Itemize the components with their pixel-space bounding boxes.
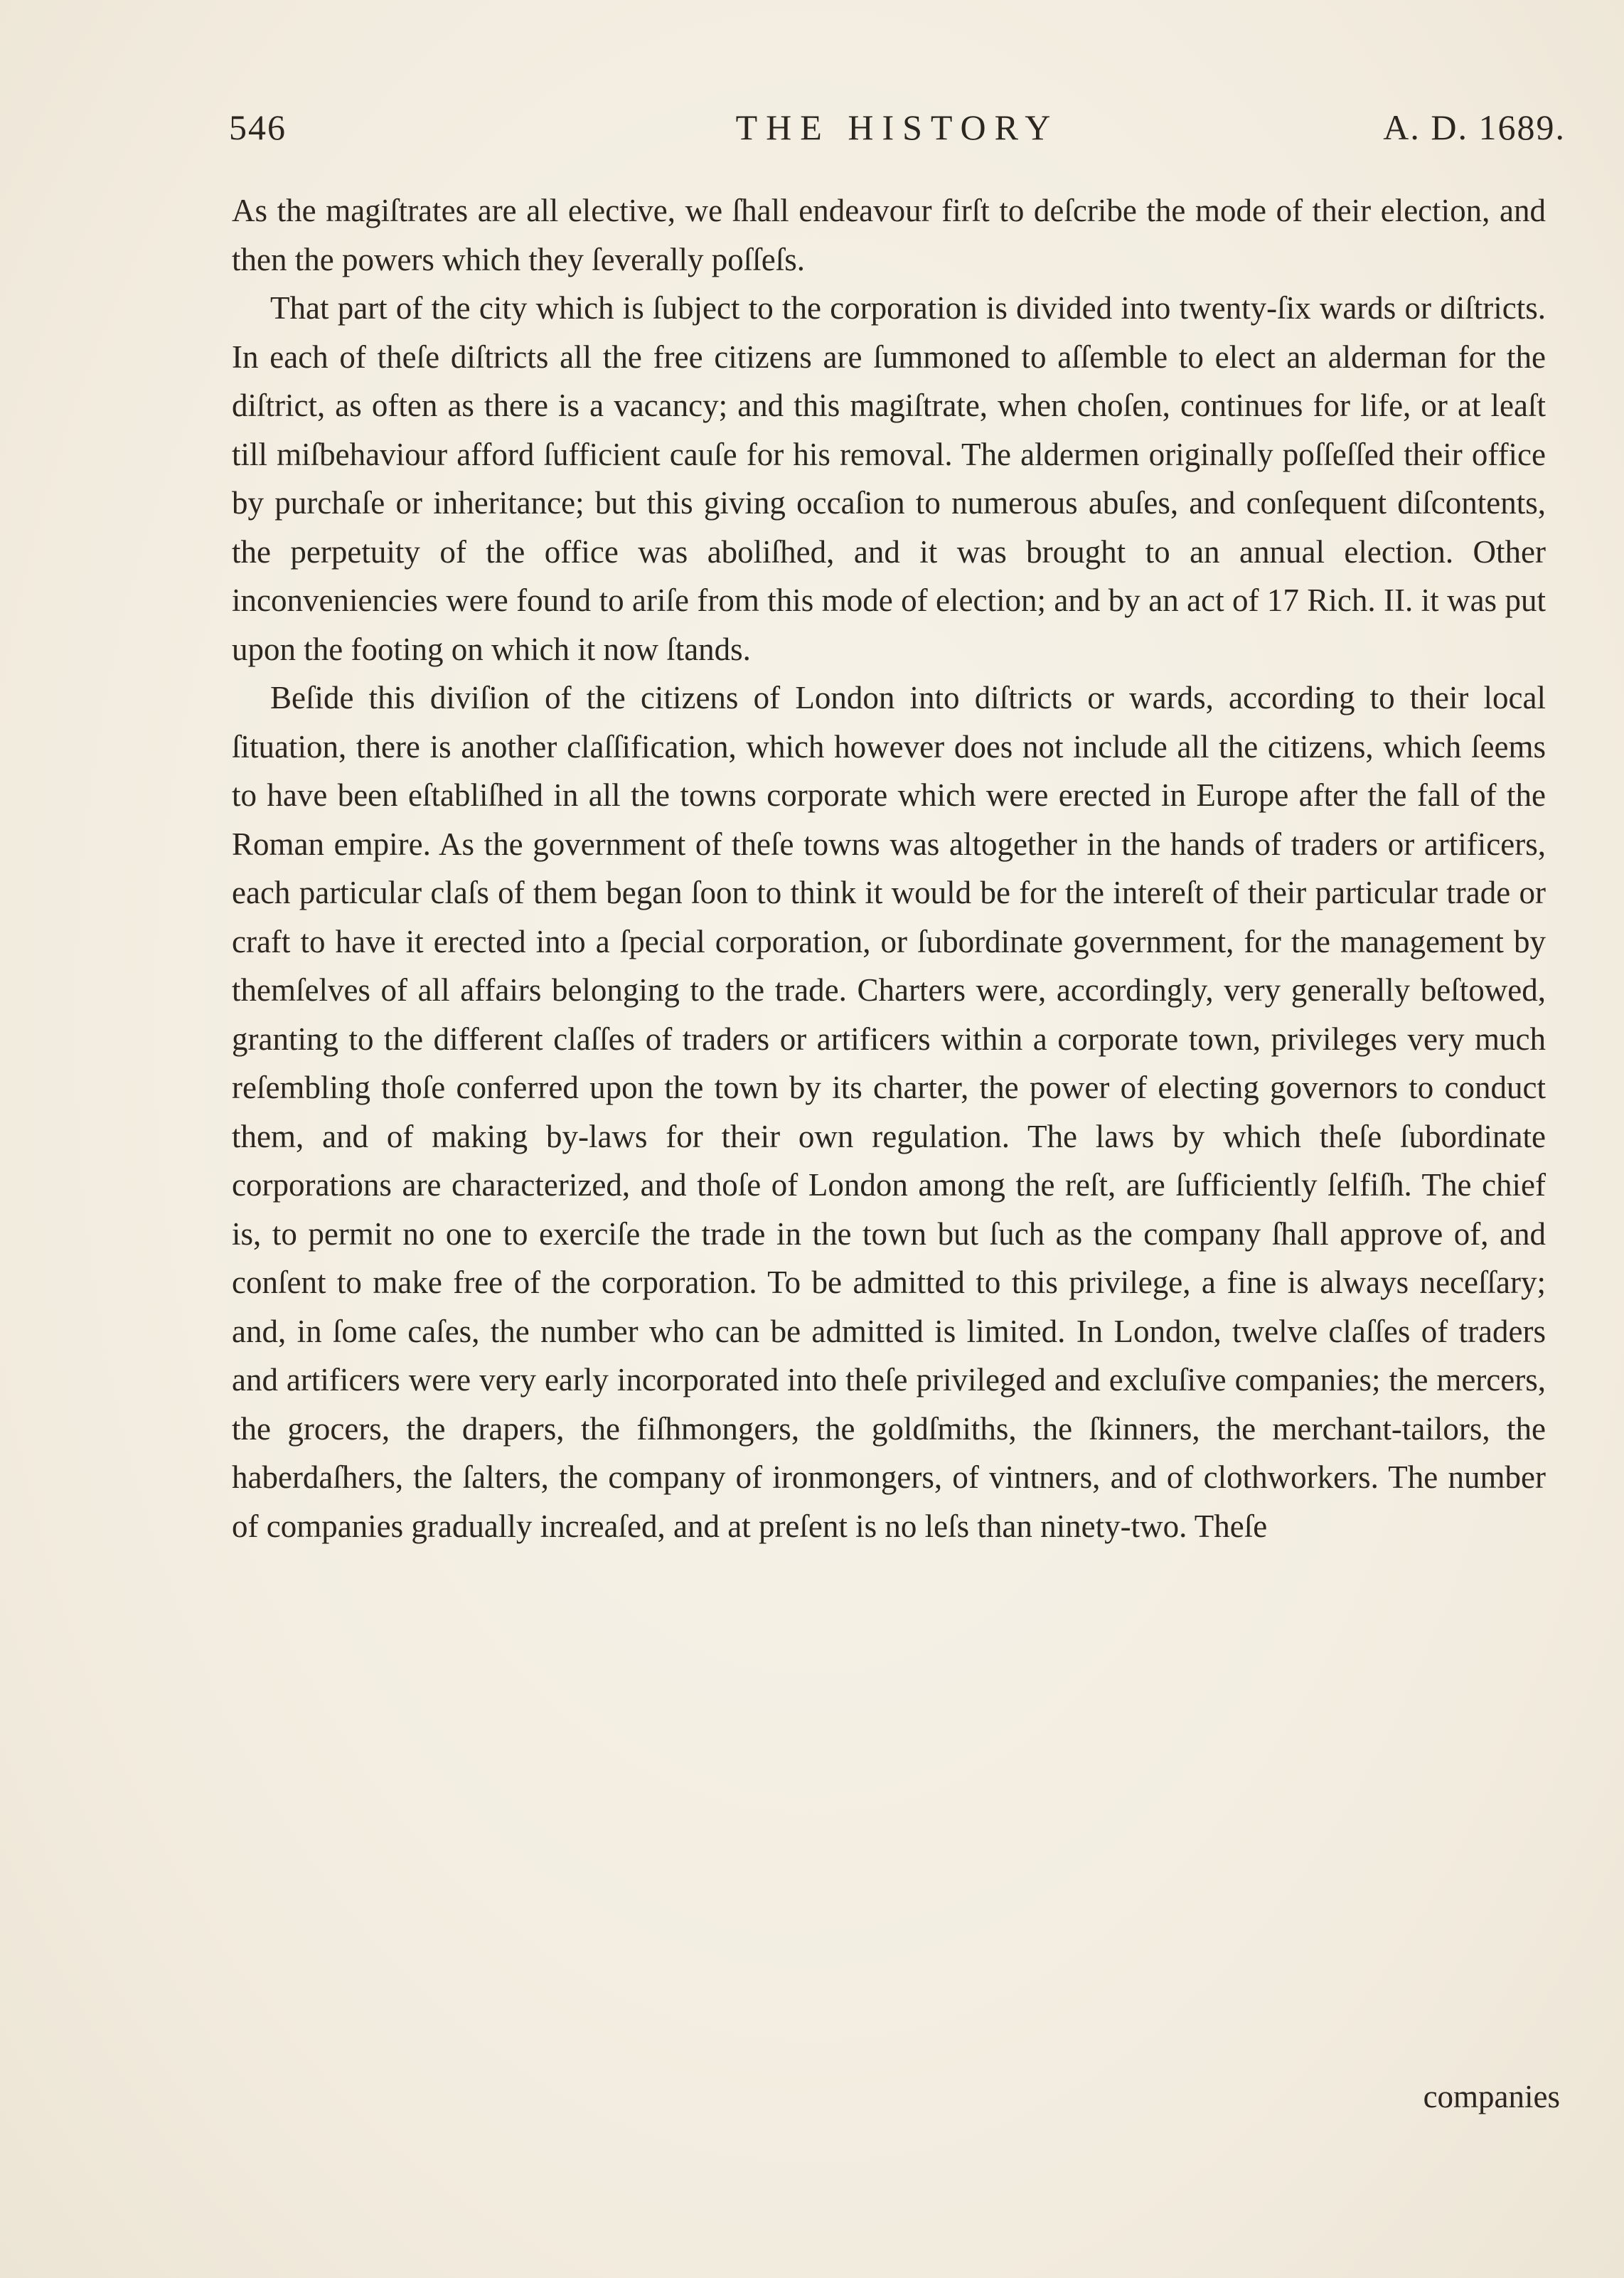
paragraph-1: As the magiſtrates are all elective, we ſhall endeavour firſt to deſcribe the mode of their election, and then the powers which they ſeverally poſſeſs. [232, 193, 1546, 277]
paragraph-3: Beſide this diviſion of the citizens of London into diſtricts or wards, according to their local ſituation, there is another claſſification, which however does not include all the citizens, which ſeems to have been eſtabliſhed in all the towns corporate which were erected in Europe after the fall of the Roman empire. As the government of theſe towns was altogether in the hands of traders or artificers, each particular claſs of them began ſoon to think it would be for the intereſt of their particular trade or craft to have it erected into a ſpecial corporation, or ſubordinate government, for the management by themſelves of all affairs belonging to the trade. Charters were, accordingly, very generally beſtowed, granting to the different claſſes of traders or artificers within a corporate town, privileges very much reſembling thoſe conferred upon the town by its charter, the power of electing governors to conduct them, and of making by-laws for their own regulation. The laws by which theſe ſubordinate corporations are characterized, and thoſe of London among the reſt, are ſufficiently ſelfiſh. The chief is, to permit no one to exerciſe the trade in the town but ſuch as the company ſhall approve of, and conſent to make free of the corporation. To be admitted to this privilege, a fine is always neceſſary; and, in ſome caſes, the number who can be admitted is limited. In London, twelve claſſes of traders and artificers were very early incorporated into theſe privileged and excluſive companies; the mercers, the grocers, the drapers, the fiſhmongers, the goldſmiths, the ſkinners, the merchant-tailors, the haberdaſhers, the ſalters, the company of ironmongers, of vintners, and of clothworkers. The number of companies gradually increaſed, and at preſent is no leſs than ninety-two. Theſe [232, 680, 1546, 1544]
paragraph-2: That part of the city which is ſubject to the corporation is divided into twenty-ſix wards or diſtricts. In each of theſe diſtricts all the free citizens are ſummoned to aſſemble to elect an alderman for the diſtrict, as often as there is a vacancy; and this magiſtrate, when choſen, continues for life, or at leaſt till miſbehaviour afford ſufficient cauſe for his removal. The aldermen originally poſſeſſed their office by purchaſe or inheritance; but this giving occaſion to numerous abuſes, and conſequent diſcontents, the perpetuity of the office was aboliſhed, and it was brought to an annual election. Other inconveniencies were found to ariſe from this mode of election; and by an act of 17 Rich. II. it was put upon the footing on which it now ſtands. [232, 290, 1546, 667]
catchword: companies [1423, 2079, 1560, 2114]
body-text [232, 186, 1546, 1550]
running-title: THE HISTORY [735, 107, 1059, 147]
page-header [229, 107, 1566, 156]
header-year: A. D. 1689. [1383, 107, 1566, 147]
page-number: 546 [229, 107, 287, 147]
